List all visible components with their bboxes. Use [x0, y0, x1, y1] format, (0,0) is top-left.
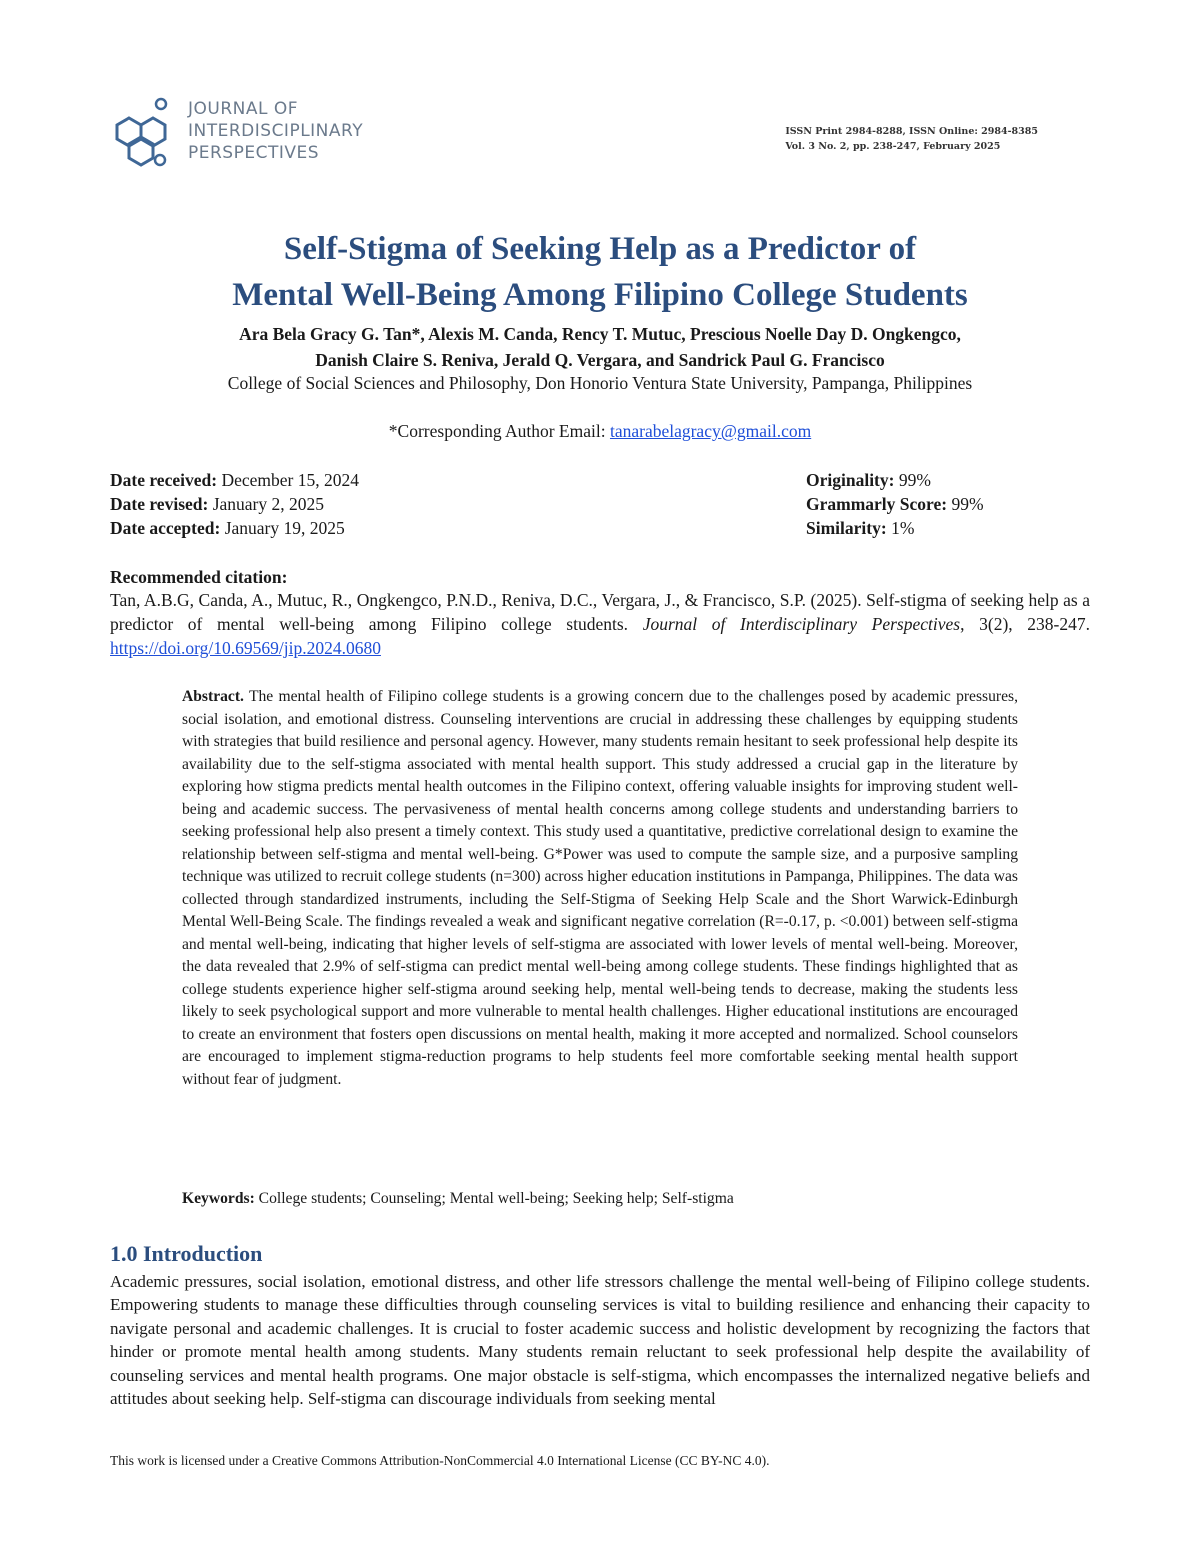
grammarly-label: Grammarly Score: — [806, 494, 948, 514]
date-accepted-label: Date accepted: — [110, 518, 221, 538]
logo-line-1: JOURNAL OF — [188, 99, 299, 119]
date-received-value: December 15, 2024 — [221, 470, 359, 490]
dates-block — [110, 468, 359, 540]
keywords-text: College students; Counseling; Mental well-being; Seeking help; Self-stigma — [258, 1190, 734, 1207]
title-line-1: Self-Stigma of Seeking Help as a Predictor of — [283, 231, 917, 267]
grammarly-value: 99% — [951, 494, 984, 514]
date-revised-value: January 2, 2025 — [212, 494, 325, 514]
originality-row — [806, 468, 984, 492]
similarity-label: Similarity: — [806, 518, 887, 538]
originality-value: 99% — [898, 470, 931, 490]
author-list — [110, 321, 1090, 373]
abstract — [182, 686, 1018, 1091]
similarity-row — [806, 516, 984, 540]
journal-name — [188, 98, 363, 164]
author-email-link[interactable]: tanarabelagracy@gmail.com — [609, 421, 812, 441]
hexagon-logo-icon — [108, 96, 184, 168]
license-footer: This work is licensed under a Creative Commons Attribution-NonCommercial 4.0 International License (CC BY-NC 4.0). — [110, 1453, 770, 1468]
citation-volume-pages: , 3(2), 238-247. — [960, 614, 1090, 634]
date-received-label: Date received: — [110, 470, 218, 490]
section-heading-introduction: 1.0 Introduction — [110, 1241, 263, 1266]
issn-block — [785, 124, 1038, 154]
citation-heading: Recommended citation: — [110, 567, 288, 587]
corresponding-author — [110, 420, 1090, 442]
volume-line: Vol. 3 No. 2, pp. 238-247, February 2025 — [785, 141, 1001, 152]
abstract-label: Abstract. — [182, 688, 244, 705]
citation-text — [110, 588, 1090, 660]
citation-journal: Journal of Interdisciplinary Perspectives — [642, 614, 961, 634]
similarity-value: 1% — [891, 518, 915, 538]
introduction-text: Academic pressures, social isolation, emotional distress, and other life stressors challenge the mental well-being of Filipino college students. Empowering students to manage these difficulties through counseling services is vital to building resilience and enhancing their capacity to navigate personal and academic challenges. It is crucial to foster academic success and holistic development by recognizing the factors that hinder or promote mental health among students. Many students remain reluctant to seek professional help despite the availability of counseling services and mental health programs. One major obstacle is self-stigma, which encompasses the internalized negative beliefs and attitudes about seeking help. Self-stigma can discourage individuals from seeking mental — [110, 1272, 1090, 1409]
keywords-label: Keywords: — [182, 1190, 255, 1207]
grammarly-row — [806, 492, 984, 516]
journal-logo — [108, 96, 378, 172]
abstract-text: The mental health of Filipino college students is a growing concern due to the challenges posed by academic pressures, social isolation, and emotional distress. Counseling interventions are crucial in addressing these challenges by equipping students with strategies that build resilience and personal agency. However, many students remain hesitant to seek professional help despite its availability due to the self-stigma associated with mental health support. This study addressed a crucial gap in the literature by exploring how stigma predicts mental health outcomes in the Filipino context, offering valuable insights for improving student well-being and academic success. The pervasiveness of mental health concerns among college students and understanding barriers to seeking professional help also present a timely context. This study used a quantitative, predictive correlational design to examine the relationship between self-stigma and mental well-being. G*Power was used to compute the sample size, and a purposive sampling technique was utilized to recruit college students (n=300) across higher education institutions in Pampanga, Philippines. The data was collected through standardized instruments, including the Self-Stigma of Seeking Help Scale and the Short Warwick-Edinburgh Mental Well-Being Scale. The findings revealed a weak and significant negative correlation (R=-0.17, p. <0.001) between self-stigma and mental well-being, indicating that higher levels of self-stigma are associated with lower levels of mental well-being. Moreover, the data revealed that 2.9% of self-stigma can predict mental well-being among college students. These findings highlighted that as college students experience higher self-stigma around seeking help, mental well-being tends to decrease, making the students less likely to seek psychological support and more vulnerable to mental health challenges. Higher educational institutions are encouraged to create an environment that fosters open discussions on mental health, making it more accepted and normalized. School counselors are encouraged to implement stigma-reduction programs to help students feel more comfortable seeking mental health support without fear of judgment. — [182, 688, 1018, 1088]
citation-body: Tan, A.B.G, Canda, A., Mutuc, R., Ongkengco, P.N.D., Reniva, D.C., Vergara, J., & Francisco, S.P. (2025). Self-stigma of seeking help as a predictor of mental well-being among Filipino college students. — [110, 590, 1090, 634]
date-accepted-value: January 19, 2025 — [224, 518, 345, 538]
authors-line-1: Ara Bela Gracy G. Tan*, Alexis M. Canda, Rency T. Mutuc, Prescious Noelle Day D. Ongkengco, — [239, 324, 961, 344]
paper-title — [0, 226, 1200, 318]
doi-link[interactable]: https://doi.org/10.69569/jip.2024.0680 — [110, 638, 381, 658]
corresponding-label: *Corresponding Author Email: — [388, 421, 610, 441]
logo-line-2: INTERDISCIPLINARY — [188, 121, 364, 141]
affiliation: College of Social Sciences and Philosophy, Don Honorio Ventura State University, Pampanga, Philippines — [227, 373, 973, 393]
title-line-2: Mental Well-Being Among Filipino College Students — [232, 277, 968, 313]
authors-line-2: Danish Claire S. Reniva, Jerald Q. Vergara, and Sandrick Paul G. Francisco — [315, 350, 885, 370]
scores-block — [806, 468, 984, 540]
keywords — [182, 1188, 1018, 1210]
date-revised-label: Date revised: — [110, 494, 209, 514]
date-accepted-row — [110, 516, 359, 540]
originality-label: Originality: — [806, 470, 895, 490]
date-revised-row — [110, 492, 359, 516]
issn-line: ISSN Print 2984-8288, ISSN Online: 2984-8385 — [785, 126, 1038, 137]
date-received-row — [110, 468, 359, 492]
logo-line-3: PERSPECTIVES — [188, 143, 320, 163]
